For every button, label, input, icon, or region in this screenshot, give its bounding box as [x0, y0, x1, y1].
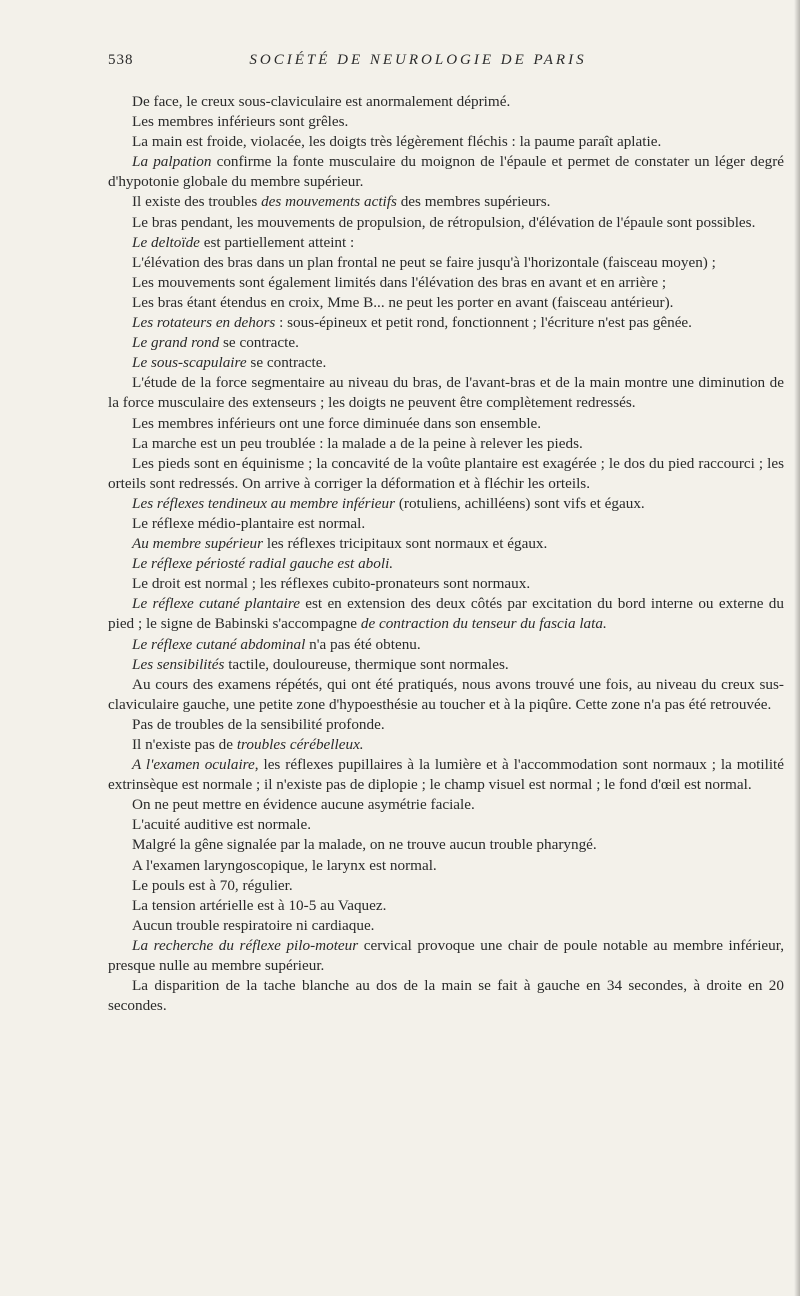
italic-text: Le grand rond: [132, 334, 220, 352]
running-title: SOCIÉTÉ DE NEUROLOGIE DE PARIS: [249, 52, 587, 68]
text-run: , les réflexes pupillaires à la lumière et à l'accommodation sont normaux ; la motilité extrinsèque est normale ; il n'existe pas de diplopie ; le champ visuel est normal ; le fond d'œil est normal.: [108, 756, 784, 794]
paragraph: [108, 755, 784, 795]
paragraph: [108, 373, 784, 413]
paragraph: [108, 434, 784, 454]
text-run: Les mouvements sont également limités dans l'élévation des bras en avant et en arrière ;: [132, 273, 667, 291]
text-run: Il existe des troubles: [132, 193, 262, 211]
text-run: Le pouls est à 70, régulier.: [132, 876, 293, 894]
paragraph: [108, 936, 784, 976]
paragraph: [108, 253, 784, 273]
text-run: Les membres inférieurs sont grêles.: [132, 113, 349, 131]
text-run: est en extension des deux côtés par excitation du bord interne ou externe du pied ; le signe de Babinski s'accompagne: [108, 595, 784, 633]
paragraph: [108, 112, 784, 132]
paragraph: [108, 856, 784, 876]
text-run: est partiellement atteint :: [199, 233, 355, 251]
text-run: L'étude de la force segmentaire au niveau du bras, de l'avant-bras et de la main montre une diminution de la force musculaire des extenseurs ; les doigts ne peuvent être complètement redressés.: [108, 374, 784, 412]
page-edge-shadow: [794, 0, 800, 1296]
paragraph: [108, 896, 784, 916]
italic-text: Le deltoïde: [132, 233, 200, 251]
text-run: se contracte.: [246, 354, 327, 372]
text-run: L'acuité auditive est normale.: [132, 816, 312, 834]
paragraph: [108, 414, 784, 434]
text-run: se contracte.: [219, 334, 299, 352]
paragraph: [108, 192, 784, 212]
paragraph: [108, 514, 784, 534]
italic-text: Au membre supérieur: [132, 535, 264, 553]
text-run: Les bras étant étendus en croix, Mme B... ne peut les porter en avant (faisceau antérieur).: [132, 293, 674, 311]
text-run: Le réflexe médio-plantaire est normal.: [132, 514, 366, 532]
italic-text: des mouvements actifs: [261, 193, 397, 211]
paragraph: [108, 795, 784, 815]
text-run: tactile, douloureuse, thermique sont normales.: [224, 655, 509, 673]
paragraph: [108, 815, 784, 835]
paragraph: [108, 876, 784, 896]
paragraph: [108, 293, 784, 313]
paragraph: [108, 635, 784, 655]
text-run: La tension artérielle est à 10-5 au Vaquez.: [132, 896, 387, 914]
paragraph: [108, 715, 784, 735]
text-run: Le droit est normal ; les réflexes cubito-pronateurs sont normaux.: [132, 575, 531, 593]
text-run: les réflexes tricipitaux sont normaux et égaux.: [263, 535, 548, 553]
italic-text: Les sensibilités: [132, 655, 225, 673]
paragraph: [108, 735, 784, 755]
paragraph: [108, 454, 784, 494]
italic-text: Le réflexe périosté radial gauche est aboli.: [132, 555, 394, 573]
italic-text: Le réflexe cutané plantaire: [132, 595, 300, 613]
paragraph: [108, 333, 784, 353]
paragraph: [108, 132, 784, 152]
paragraph: [108, 976, 784, 1016]
paragraph: [108, 92, 784, 112]
text-run: n'a pas été obtenu.: [305, 635, 421, 653]
text-run: L'élévation des bras dans un plan frontal ne peut se faire jusqu'à l'horizontale (faisceau moyen) ;: [132, 253, 716, 271]
paragraph: [108, 675, 784, 715]
paragraph: [108, 494, 784, 514]
italic-text: La recherche du réflexe pilo-moteur: [132, 936, 359, 954]
text-run: Pas de troubles de la sensibilité profonde.: [132, 715, 385, 733]
paragraph: [108, 554, 784, 574]
text-run: Malgré la gêne signalée par la malade, on ne trouve aucun trouble pharyngé.: [132, 836, 597, 854]
page-header: [108, 52, 698, 72]
italic-text: troubles cérébelleux.: [236, 736, 364, 753]
page-number: 538: [108, 52, 134, 68]
text-run: Aucun trouble respiratoire ni cardiaque.: [132, 916, 375, 934]
text-run: : sous-épineux et petit rond, fonctionnent ; l'écriture n'est pas gênée.: [275, 314, 692, 332]
italic-text: Le réflexe cutané abdominal: [132, 635, 306, 653]
italic-text: La palpation: [132, 153, 212, 171]
text-run: (rotuliens, achilléens) sont vifs et égaux.: [395, 494, 645, 512]
paragraph: [108, 655, 784, 675]
paragraph: [108, 916, 784, 936]
text-run: A l'examen laryngoscopique, le larynx est normal.: [132, 856, 437, 874]
paragraph: [108, 594, 784, 634]
italic-text: Les réflexes tendineux au membre inférieur: [132, 494, 396, 512]
text-run: confirme la fonte musculaire du moignon de l'épaule et permet de constater un léger degré d'hypotonie globale du membre supérieur.: [108, 153, 784, 191]
paragraph: [108, 273, 784, 293]
text-run: des membres supérieurs.: [396, 193, 551, 211]
text-run: La main est froide, violacée, les doigts très légèrement fléchis : la paume paraît aplatie.: [132, 133, 662, 151]
paragraph: [108, 233, 784, 253]
text-run: On ne peut mettre en évidence aucune asymétrie faciale.: [132, 796, 475, 814]
text-run: La disparition de la tache blanche au dos de la main se fait à gauche en 34 secondes, à droite en 20 secondes.: [108, 977, 784, 1015]
text-run: Les membres inférieurs ont une force diminuée dans son ensemble.: [132, 414, 542, 432]
paragraph: [108, 313, 784, 333]
paragraph: [108, 213, 784, 233]
paragraph: [108, 835, 784, 855]
paragraph: [108, 534, 784, 554]
italic-text: Les rotateurs en dehors: [132, 314, 276, 332]
italic-text: A l'examen oculaire: [132, 756, 255, 774]
body-text: [108, 92, 784, 1016]
text-run: Il n'existe pas de: [132, 736, 237, 753]
text-run: Le bras pendant, les mouvements de propulsion, de rétropulsion, d'élévation de l'épaule sont possibles.: [132, 213, 756, 231]
paragraph: [108, 152, 784, 192]
text-run: cervical provoque une chair de poule notable au membre inférieur, presque nulle au membre supérieur.: [108, 936, 784, 975]
italic-text: Le sous-scapulaire: [132, 354, 247, 372]
paragraph: [108, 353, 784, 373]
text-run: De face, le creux sous-claviculaire est anormalement déprimé.: [132, 93, 511, 110]
text-run: Au cours des examens répétés, qui ont été pratiqués, nous avons trouvé une fois, au niveau du creux sus-claviculaire gauche, une petite zone d'hypoesthésie au toucher et à la piqûre. Cette zone n'a pas été retrouvée.: [108, 675, 784, 713]
text-run: La marche est un peu troublée : la malade a de la peine à relever les pieds.: [132, 434, 583, 452]
paragraph: [108, 574, 784, 594]
text-run: Les pieds sont en équinisme ; la concavité de la voûte plantaire est exagérée ; le dos du pied raccourci ; les orteils sont redressés. On arrive à corriger la déformation et à fléchir les orteils.: [108, 454, 784, 492]
italic-text: de contraction du tenseur du fascia lata.: [360, 615, 607, 633]
